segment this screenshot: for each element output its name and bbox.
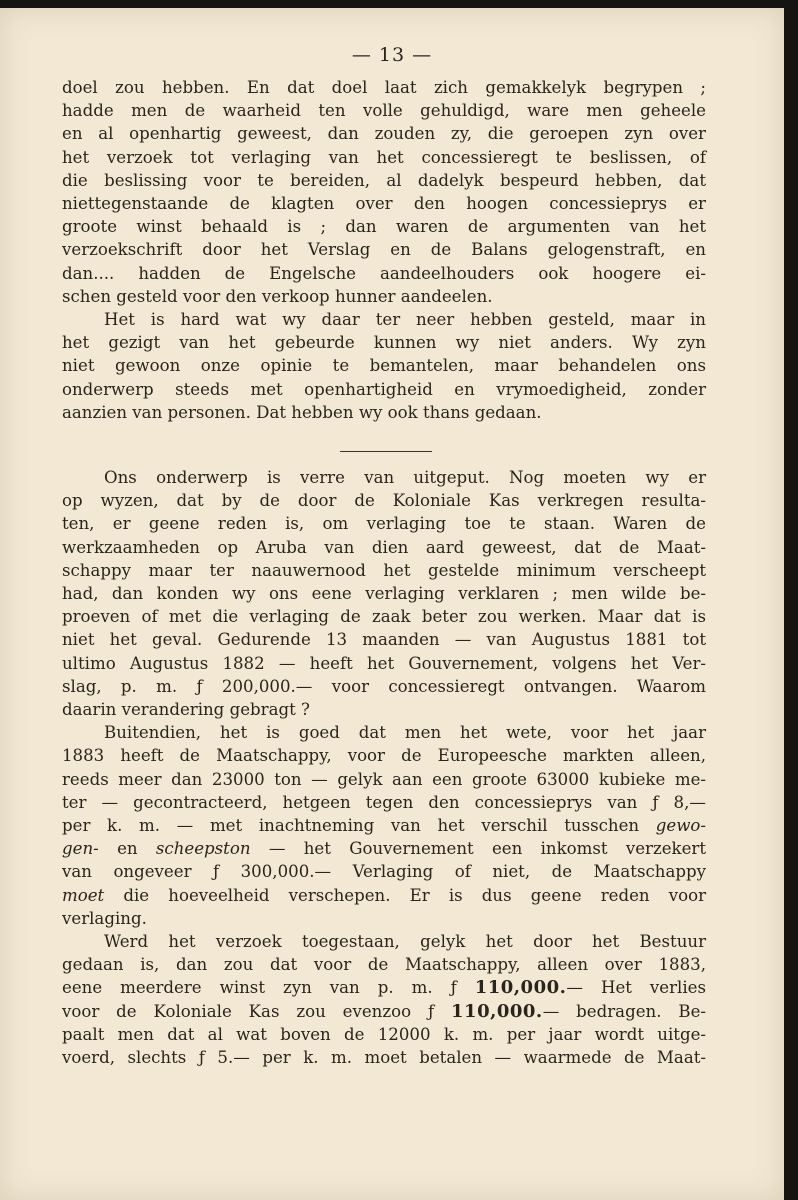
text-line: en al openhartig geweest, dan zouden zy, die geroepen zyn over: [62, 124, 706, 144]
text-line: onderwerp steeds met openhartigheid en vrymoedigheid, zonder: [62, 379, 706, 399]
text-line: niet het geval. Gedurende 13 maanden — van Augustus 1881 tot: [62, 630, 706, 650]
text-run: die hoeveelheid verschepen. Er is dus geene reden voor: [123, 885, 707, 905]
text-run: voor de Koloniale Kas zou evenzoo ƒ: [62, 1001, 435, 1021]
text-block-top: [62, 76, 706, 424]
text-line: ter — gecontracteerd, hetgeen tegen den concessieprys van ƒ 8,—: [62, 792, 706, 812]
bold-amount: 110,000.: [451, 1000, 543, 1022]
text-run: — bedragen. Be-: [542, 1001, 706, 1021]
text-line: aanzien van personen. Dat hebben wy ook thans gedaan.: [62, 402, 542, 422]
text-line: [62, 814, 706, 837]
text-line: hadde men de waarheid ten volle gehuldigd, ware men geheele: [62, 101, 706, 121]
paragraph: [62, 466, 706, 721]
italic-term: scheepston: [155, 839, 251, 859]
text-line: [62, 1000, 706, 1023]
text-line: werkzaamheden op Aruba van dien aard geweest, dat de Maat-: [62, 537, 706, 557]
document-page: [0, 8, 784, 1200]
text-line: voerd, slechts ƒ 5.— per k. m. moet betalen — waarmede de Maat-: [62, 1048, 706, 1068]
text-line: Buitendien, het is goed dat men het wete, voor het jaar: [104, 723, 706, 743]
text-line: op wyzen, dat by de door de Koloniale Kas verkregen resulta-: [62, 491, 706, 511]
paragraph: [62, 721, 706, 930]
text-line: verzoekschrift door het Verslag en de Balans gelogenstraft, en: [62, 240, 706, 260]
text-line: [62, 884, 706, 907]
text-line: gedaan is, dan zou dat voor de Maatschappy, alleen over 1883,: [62, 955, 706, 975]
paragraph: [62, 930, 706, 1069]
text-line: Het is hard wat wy daar ter neer hebben gesteld, maar in: [104, 310, 706, 330]
text-line: van ongeveer ƒ 300,000.— Verlaging of niet, de Maatschappy: [62, 862, 706, 882]
scan-right-edge: [784, 0, 798, 1200]
page-number: — 13 —: [351, 44, 433, 66]
section-separator: [340, 451, 432, 452]
paragraph: [62, 76, 706, 308]
text-line: groote winst behaald is ; dan waren de argumenten van het: [62, 217, 706, 237]
text-line: die beslissing voor te bereiden, al dadelyk bespeurd hebben, dat: [62, 170, 706, 190]
text-line: ultimo Augustus 1882 — heeft het Gouvernement, volgens het Ver-: [62, 653, 706, 673]
italic-term: gen-: [62, 839, 99, 859]
bold-amount: 110,000.: [474, 977, 567, 999]
text-line: [62, 837, 706, 860]
text-line: niettegenstaande de klagten over den hoogen concessieprys er: [62, 194, 706, 214]
text-line: verlaging.: [62, 908, 147, 928]
text-line: paalt men dat al wat boven de 12000 k. m. per jaar wordt uitge-: [62, 1024, 706, 1044]
text-line: proeven of met die verlaging de zaak beter zou werken. Maar dat is: [62, 607, 706, 627]
text-line: het verzoek tot verlaging van het concessieregt te beslissen, of: [62, 147, 706, 167]
scan-top-edge: [0, 0, 798, 8]
text-line: schen gesteld voor den verkoop hunner aandeelen.: [62, 286, 493, 306]
text-block-bottom: [62, 466, 706, 1069]
text-line: Werd het verzoek toegestaan, gelyk het door het Bestuur: [104, 932, 706, 952]
italic-term: gewo-: [655, 816, 707, 836]
text-line: reeds meer dan 23000 ton — gelyk aan een groote 63000 kubieke me-: [62, 769, 706, 789]
text-line: had, dan konden wy ons eene verlaging verklaren ; men wilde be-: [62, 584, 706, 604]
paragraph: [62, 308, 706, 424]
text-line: daarin verandering gebragt ?: [62, 700, 310, 720]
text-line: Ons onderwerp is verre van uitgeput. Nog moeten wy er: [104, 468, 706, 487]
text-line: het gezigt van het gebeurde kunnen wy niet anders. Wy zyn: [62, 333, 706, 353]
text-line: dan.... hadden de Engelsche aandeelhouders ook hoogere ei-: [62, 263, 706, 283]
text-run: — het Gouvernement een inkomst verzekert: [268, 839, 707, 859]
text-line: [62, 976, 706, 999]
text-line: schappy maar ter naauwernood het gestelde minimum verscheept: [62, 560, 706, 580]
text-run: — Het verlies: [566, 978, 706, 998]
text-line: ten, er geene reden is, om verlaging toe te staan. Waren de: [62, 514, 706, 534]
text-line: 1883 heeft de Maatschappy, voor de Europeesche markten alleen,: [62, 746, 706, 766]
text-line: doel zou hebben. En dat doel laat zich gemakkelyk begrypen ;: [62, 78, 706, 97]
text-run: eene meerdere winst zyn van p. m. ƒ: [62, 978, 457, 998]
italic-term: moet: [62, 885, 105, 905]
text-line: slag, p. m. ƒ 200,000.— voor concessieregt ontvangen. Waarom: [62, 676, 706, 696]
text-run: en: [117, 839, 138, 859]
text-run: per k. m. — met inachtneming van het verschil tusschen: [62, 816, 640, 836]
text-line: niet gewoon onze opinie te bemantelen, maar behandelen ons: [62, 356, 706, 376]
